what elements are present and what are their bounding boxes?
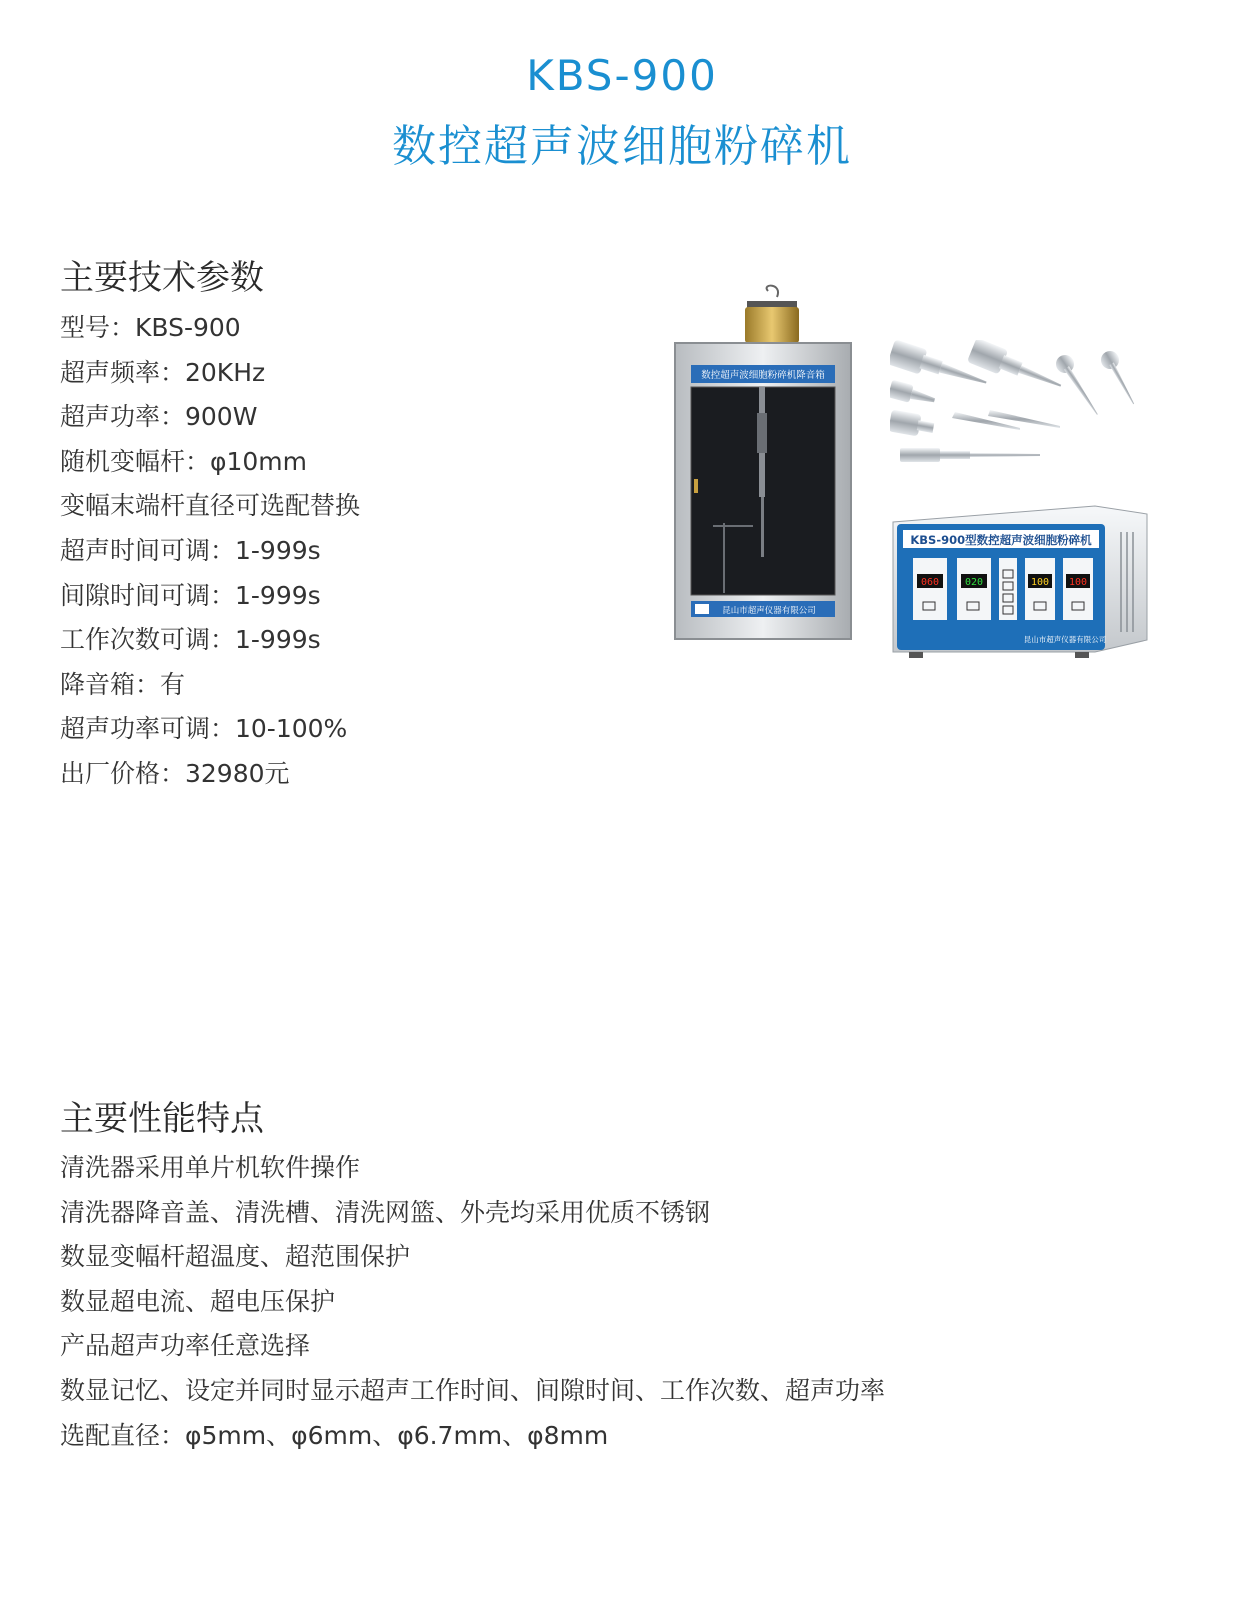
spec-item: 超声功率可调：10-100% — [60, 714, 348, 744]
interval-time-display: 020 — [964, 577, 984, 588]
features-list — [60, 1146, 885, 1458]
cabinet-label: 数控超声波细胞粉碎机降音箱 — [701, 370, 825, 381]
spec-item: 超声时间可调：1-999s — [60, 535, 321, 565]
feature-item: 清洗器降音盖、清洗槽、清洗网篮、外壳均采用优质不锈钢 — [60, 1197, 711, 1227]
cabinet-footer-label: 昆山市超声仪器有限公司 — [722, 606, 816, 616]
feature-item: 清洗器采用单片机软件操作 — [60, 1153, 361, 1182]
specs-list — [60, 306, 360, 797]
model-title: KBS-900 — [526, 51, 718, 100]
features-heading: 主要性能特点 — [60, 1099, 264, 1139]
sound-cabinet-image — [673, 283, 853, 643]
spec-item: 工作次数可调：1-999s — [60, 625, 321, 655]
work-count-display: 100 — [1030, 577, 1050, 588]
feature-item: 选配直径：φ5mm、φ6mm、φ6.7mm、φ8mm — [60, 1420, 609, 1450]
spec-item: 间隙时间可调：1-999s — [60, 580, 321, 610]
feature-item: 数显超电流、超电压保护 — [60, 1286, 336, 1316]
spec-item: 出厂价格：32980元 — [60, 758, 290, 788]
generator-image — [885, 502, 1153, 672]
feature-item: 产品超声功率任意选择 — [60, 1331, 311, 1361]
power-display: 100 — [1068, 577, 1088, 588]
feature-item: 数显记忆、设定并同时显示超声工作时间、间隙时间、工作次数、超声功率 — [60, 1375, 886, 1405]
product-title: 数控超声波细胞粉碎机 — [392, 121, 852, 172]
feature-item: 数显变幅杆超温度、超范围保护 — [60, 1242, 411, 1272]
spec-item: 随机变幅杆：φ10mm — [60, 446, 308, 476]
spec-item: 降音箱：有 — [60, 669, 186, 699]
generator-title-label: KBS-900型数控超声波细胞粉碎机 — [910, 533, 1092, 547]
spec-item: 超声频率：20KHz — [60, 357, 266, 387]
spec-item: 型号：KBS-900 — [60, 313, 241, 342]
ultrasonic-time-display: 060 — [920, 577, 940, 588]
generator-footer-label: 昆山市超声仪器有限公司 — [1023, 635, 1107, 644]
spec-item: 超声功率：900W — [60, 402, 258, 432]
spec-item: 变幅末端杆直径可选配替换 — [60, 491, 361, 521]
specs-heading: 主要技术参数 — [60, 258, 264, 298]
probe-horns-image — [890, 340, 1150, 480]
